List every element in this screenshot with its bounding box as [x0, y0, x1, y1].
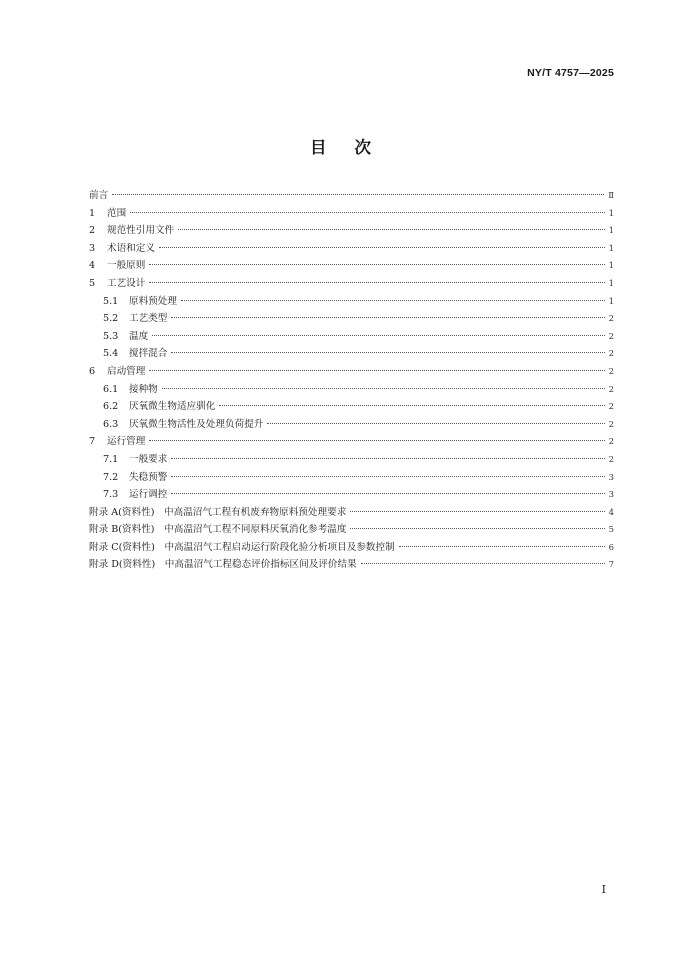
toc-entry-label: 运行管理: [107, 436, 146, 448]
toc-entry-label: 搅拌混合: [129, 348, 168, 360]
toc-entry-page: Ⅱ: [608, 191, 614, 201]
toc-entry-page: 6: [608, 542, 614, 553]
page-number: I: [601, 883, 606, 896]
toc-entry[interactable]: [89, 416, 614, 434]
dot-leader: [361, 563, 605, 564]
dot-leader: [171, 458, 604, 459]
toc-entry-number: 5.1: [103, 295, 119, 307]
toc-entry-number: 6: [89, 365, 96, 377]
toc-entry-label: 附录 C(资料性) 中高温沼气工程启动运行阶段化验分析项目及参数控制: [89, 541, 395, 553]
toc-entry-number: 5.3: [103, 330, 119, 342]
toc-entry-page: 2: [608, 331, 614, 342]
toc-entry[interactable]: [89, 345, 614, 363]
dot-leader: [112, 194, 604, 195]
dot-leader: [181, 300, 605, 301]
table-of-contents: [89, 187, 614, 574]
toc-entry-page: 1: [608, 243, 614, 254]
toc-entry[interactable]: [89, 240, 614, 258]
dot-leader: [130, 212, 604, 213]
dot-leader: [171, 317, 604, 318]
toc-entry-number: 4: [89, 260, 96, 272]
toc-entry-page: 1: [608, 208, 614, 219]
toc-entry[interactable]: [89, 275, 614, 293]
toc-entry-page: 1: [608, 261, 614, 272]
dot-leader: [171, 493, 604, 494]
dot-leader: [149, 440, 604, 441]
dot-leader: [149, 370, 604, 371]
dot-leader: [149, 282, 604, 283]
dot-leader: [350, 528, 604, 529]
toc-entry[interactable]: [89, 205, 614, 223]
toc-entry-number: 7.2: [103, 471, 119, 483]
toc-entry[interactable]: [89, 310, 614, 328]
toc-entry-number: 6.2: [103, 401, 119, 413]
toc-entry-page: 2: [608, 384, 614, 395]
toc-entry-label: 范围: [107, 207, 127, 219]
toc-entry[interactable]: [89, 486, 614, 504]
toc-entry[interactable]: [89, 381, 614, 399]
toc-entry-number: 5.2: [103, 313, 119, 325]
toc-entry-page: 2: [608, 349, 614, 360]
toc-entry[interactable]: [89, 504, 614, 522]
toc-entry[interactable]: [89, 222, 614, 240]
toc-entry[interactable]: [89, 556, 614, 574]
toc-entry-number: 1: [89, 207, 96, 219]
toc-entry-page: 2: [608, 419, 614, 430]
toc-entry-page: 1: [608, 278, 614, 289]
toc-entry[interactable]: [89, 469, 614, 487]
toc-entry-label: 附录 B(资料性) 中高温沼气工程不同原料厌氧消化参考温度: [89, 524, 347, 536]
toc-entry-label: 工艺类型: [129, 313, 168, 325]
toc-entry-page: 3: [608, 472, 614, 483]
toc-entry-label: 规范性引用文件: [107, 225, 175, 237]
toc-entry[interactable]: [89, 451, 614, 469]
dot-leader: [178, 229, 604, 230]
toc-entry-label: 接种物: [129, 383, 158, 395]
toc-entry[interactable]: [89, 293, 614, 311]
toc-entry-number: 7: [89, 436, 96, 448]
dot-leader: [171, 476, 604, 477]
toc-entry-number: 5.4: [103, 348, 119, 360]
toc-entry-number: 3: [89, 242, 96, 254]
toc-entry[interactable]: [89, 433, 614, 451]
toc-entry-number: 7.1: [103, 453, 119, 465]
toc-entry-number: 5: [89, 277, 96, 289]
toc-entry-label: 启动管理: [107, 365, 146, 377]
toc-entry-label: 一般要求: [129, 453, 168, 465]
toc-entry[interactable]: [89, 539, 614, 557]
toc-entry-label: 工艺设计: [107, 277, 146, 289]
toc-entry-label: 附录 D(资料性) 中高温沼气工程稳态评价指标区间及评价结果: [89, 559, 357, 571]
toc-entry-label: 运行调控: [129, 489, 168, 501]
toc-entry-page: 5: [608, 525, 614, 536]
dot-leader: [399, 546, 605, 547]
toc-entry-page: 7: [608, 560, 614, 571]
dot-leader: [149, 264, 604, 265]
toc-entry-label: 厌氧微生物适应驯化: [129, 401, 216, 413]
toc-entry-label: 附录 A(资料性) 中高温沼气工程有机废弃物原料预处理要求: [89, 506, 347, 518]
dot-leader: [159, 247, 605, 248]
dot-leader: [162, 388, 605, 389]
toc-entry[interactable]: [89, 328, 614, 346]
toc-entry-label: 术语和定义: [107, 242, 155, 254]
toc-entry-page: 2: [608, 437, 614, 448]
dot-leader: [350, 511, 604, 512]
toc-entry[interactable]: [89, 187, 614, 205]
toc-entry-number: 6.1: [103, 383, 119, 395]
dot-leader: [152, 335, 604, 336]
toc-entry[interactable]: [89, 398, 614, 416]
toc-entry-page: 2: [608, 314, 614, 325]
toc-entry[interactable]: [89, 521, 614, 539]
toc-entry-page: 2: [608, 366, 614, 377]
toc-entry-label: 失稳预警: [129, 471, 168, 483]
toc-entry-label: 前言: [89, 190, 109, 201]
toc-entry[interactable]: [89, 257, 614, 275]
toc-entry[interactable]: [89, 363, 614, 381]
dot-leader: [219, 405, 604, 406]
toc-entry-page: 3: [608, 490, 614, 501]
toc-entry-page: 1: [608, 296, 614, 307]
standard-code: NY/T 4757—2025: [527, 67, 614, 79]
toc-entry-label: 厌氧微生物活性及处理负荷提升: [129, 418, 264, 430]
toc-entry-label: 温度: [129, 330, 149, 342]
toc-entry-number: 2: [89, 225, 96, 237]
toc-entry-page: 2: [608, 402, 614, 413]
toc-entry-number: 7.3: [103, 489, 119, 501]
dot-leader: [267, 423, 604, 424]
dot-leader: [171, 352, 604, 353]
toc-entry-label: 原料预处理: [129, 295, 177, 307]
toc-title: 目次: [310, 138, 399, 157]
toc-entry-page: 4: [608, 507, 614, 518]
toc-entry-label: 一般原则: [107, 260, 146, 272]
toc-entry-page: 1: [608, 226, 614, 237]
toc-entry-number: 6.3: [103, 418, 119, 430]
toc-entry-page: 2: [608, 454, 614, 465]
